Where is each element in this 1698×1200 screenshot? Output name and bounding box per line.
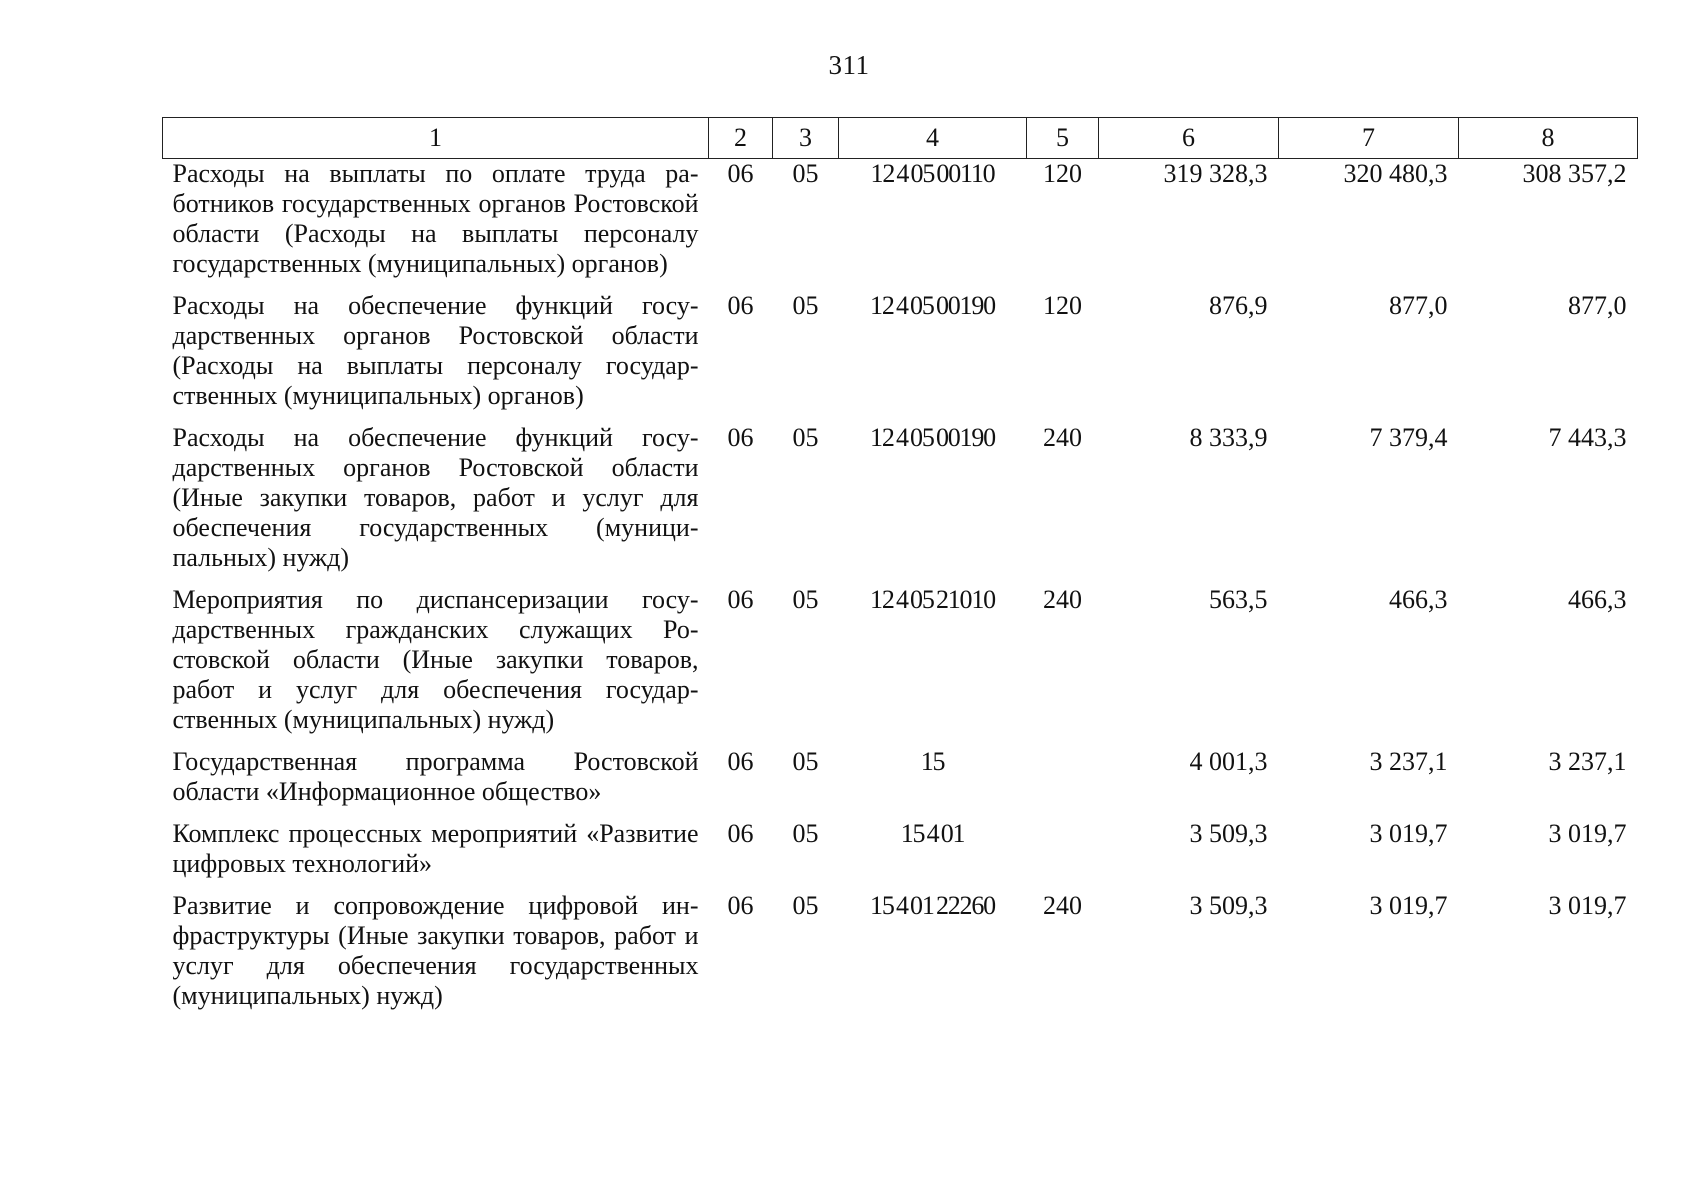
row-expense-type: 240 bbox=[1043, 423, 1082, 452]
row-amount-col7: 3 019,7 bbox=[1369, 819, 1448, 848]
header-col-5: 5 bbox=[1027, 118, 1099, 159]
row-amount-col6: 319 328,3 bbox=[1163, 159, 1268, 188]
row-amount-col8: 3 237,1 bbox=[1548, 747, 1627, 776]
table-body bbox=[163, 159, 1638, 1024]
table-row bbox=[163, 819, 1638, 891]
row-subsection: 05 bbox=[792, 747, 819, 776]
row-amount-col7: 3 019,7 bbox=[1369, 891, 1448, 920]
row-section: 06 bbox=[727, 585, 754, 614]
row-subsection: 05 bbox=[792, 585, 819, 614]
table-row bbox=[163, 891, 1638, 1023]
row-amount-col8: 7 443,3 bbox=[1548, 423, 1627, 452]
row-subsection: 05 bbox=[792, 819, 819, 848]
row-expense-type bbox=[1027, 747, 1099, 819]
row-amount-col8: 466,3 bbox=[1568, 585, 1627, 614]
row-section: 06 bbox=[727, 423, 754, 452]
header-col-8: 8 bbox=[1459, 118, 1638, 159]
table-row bbox=[163, 423, 1638, 585]
row-expense-type: 240 bbox=[1043, 585, 1082, 614]
header-col-7: 7 bbox=[1279, 118, 1459, 159]
row-amount-col6: 563,5 bbox=[1209, 585, 1268, 614]
row-amount-col7: 7 379,4 bbox=[1369, 423, 1448, 452]
row-description: Расходы на выплаты по оплате труда работников государственных органов Ростовской области (Расходы на выплаты персоналу государственных (муниципальных) органов) bbox=[172, 159, 699, 278]
row-amount-col8: 308 357,2 bbox=[1522, 159, 1627, 188]
row-description: Расходы на обеспечение функций государственных органов Ростовской области (Иные закупки товаров, работ и услуг для обеспечения государственных (муниципальных) нужд) bbox=[172, 423, 699, 572]
row-section: 06 bbox=[727, 747, 754, 776]
row-target-code: 15 4 01 bbox=[900, 819, 965, 848]
header-col-6: 6 bbox=[1099, 118, 1279, 159]
row-description: Государственная программа Ростовской области «Информационное общество» bbox=[172, 747, 699, 806]
row-description: Развитие и сопровождение цифровой инфраструктуры (Иные закупки товаров, работ и услуг для обеспечения государственных (муниципальных) нужд) bbox=[172, 891, 699, 1010]
row-section: 06 bbox=[727, 159, 754, 188]
budget-table bbox=[162, 117, 1638, 1023]
row-expense-type: 120 bbox=[1043, 159, 1082, 188]
row-target-code: 15 4 01 22260 bbox=[870, 891, 995, 920]
table-header bbox=[163, 118, 1638, 159]
header-col-3: 3 bbox=[773, 118, 839, 159]
row-subsection: 05 bbox=[792, 159, 819, 188]
row-amount-col7: 466,3 bbox=[1389, 585, 1448, 614]
row-amount-col6: 4 001,3 bbox=[1189, 747, 1268, 776]
row-section: 06 bbox=[727, 819, 754, 848]
row-amount-col6: 3 509,3 bbox=[1189, 891, 1268, 920]
header-col-1: 1 bbox=[163, 118, 709, 159]
header-col-4: 4 bbox=[839, 118, 1027, 159]
row-description: Комплекс процессных мероприятий «Развитие цифровых технологий» bbox=[172, 819, 699, 878]
row-description: Мероприятия по диспансеризации государственных гражданских служащих Ростовской области (Иные закупки товаров, работ и услуг для обеспечения государственных (муниципальных) нужд) bbox=[172, 585, 699, 734]
table-row bbox=[163, 291, 1638, 423]
header-row bbox=[163, 118, 1638, 159]
row-target-code: 12 4 05 00110 bbox=[870, 159, 995, 188]
row-amount-col6: 876,9 bbox=[1209, 291, 1268, 320]
row-section: 06 bbox=[727, 891, 754, 920]
row-target-code: 12 4 05 00190 bbox=[870, 423, 995, 452]
row-amount-col7: 3 237,1 bbox=[1369, 747, 1448, 776]
row-subsection: 05 bbox=[792, 891, 819, 920]
header-col-2: 2 bbox=[709, 118, 773, 159]
row-subsection: 05 bbox=[792, 291, 819, 320]
row-amount-col8: 877,0 bbox=[1568, 291, 1627, 320]
table-row bbox=[163, 159, 1638, 292]
page-number: 311 bbox=[828, 50, 870, 80]
row-target-code: 12 4 05 21010 bbox=[870, 585, 995, 614]
row-description: Расходы на обеспечение функций государственных органов Ростовской области (Расходы на выплаты персоналу государственных (муниципальных) органов) bbox=[172, 291, 699, 410]
row-amount-col8: 3 019,7 bbox=[1548, 819, 1627, 848]
row-expense-type: 120 bbox=[1043, 291, 1082, 320]
row-amount-col8: 3 019,7 bbox=[1548, 891, 1627, 920]
row-amount-col7: 877,0 bbox=[1389, 291, 1448, 320]
row-amount-col7: 320 480,3 bbox=[1343, 159, 1448, 188]
row-section: 06 bbox=[727, 291, 754, 320]
row-expense-type: 240 bbox=[1043, 891, 1082, 920]
row-target-code: 15 bbox=[920, 747, 945, 776]
table-row bbox=[163, 585, 1638, 747]
table-row bbox=[163, 747, 1638, 819]
row-target-code: 12 4 05 00190 bbox=[870, 291, 995, 320]
row-expense-type bbox=[1027, 819, 1099, 891]
row-amount-col6: 3 509,3 bbox=[1189, 819, 1268, 848]
row-amount-col6: 8 333,9 bbox=[1189, 423, 1268, 452]
row-subsection: 05 bbox=[792, 423, 819, 452]
